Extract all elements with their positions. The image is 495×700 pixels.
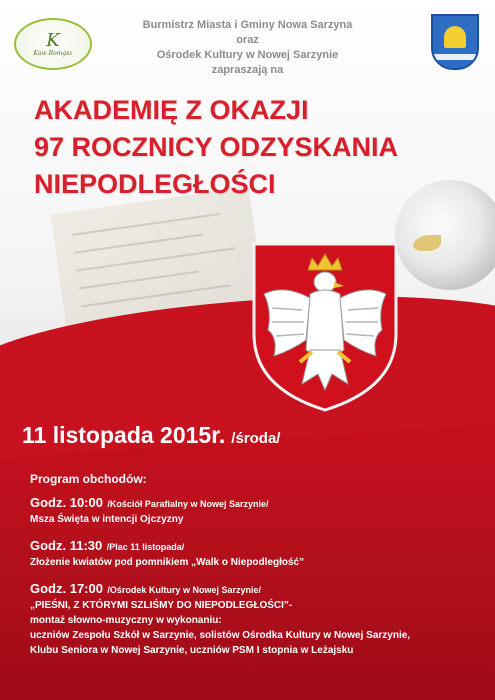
event-title-line: 97 ROCZNICY ODZYSKANIA — [34, 132, 399, 162]
event-weekday: /środa/ — [231, 430, 281, 447]
flower-icon — [444, 26, 466, 48]
event-title — [34, 92, 474, 203]
organizer-line: Burmistrz Miasta i Gminy Nowa Sarzyna — [142, 19, 353, 31]
entry-time: Godz. 10:00 — [30, 495, 103, 510]
organizer-line: Ośrodek Kultury w Nowej Sarzynie — [156, 49, 339, 61]
logo-monogram: K — [46, 29, 60, 51]
organizer-line: oraz — [236, 34, 259, 46]
entry-line: uczniów Zespołu Szkół w Sarzynie, solistów Ośrodka Kultury w Nowej Sarzynie, — [30, 630, 411, 641]
entry-place: /Kościół Parafialny w Nowej Sarzynie/ — [107, 499, 269, 509]
event-title-line: AKADEMIĘ Z OKAZJI — [34, 95, 309, 125]
entry-place: /Plac 11 listopada/ — [106, 542, 185, 552]
logo-caption: Kaw Romgsz — [33, 49, 73, 57]
entry-time: Godz. 11:30 — [30, 538, 103, 553]
organizers-block — [100, 18, 395, 78]
cultural-center-logo — [14, 18, 92, 70]
entry-line: „PIEŚNI, Z KTÓRYMI SZLIŚMY DO NIEPODLEGŁOŚCI”- — [30, 600, 293, 611]
entry-place: /Ośrodek Kultury w Nowej Sarzynie/ — [107, 585, 261, 595]
entry-line: montaż słowno-muzyczny w wykonaniu: — [30, 615, 222, 626]
white-eagle-emblem — [248, 238, 402, 414]
program-entry — [30, 537, 485, 570]
entry-description: Msza Święta w intencji Ojczyzny — [30, 514, 184, 525]
entry-description: Złożenie kwiatów pod pomnikiem „Walk o Niepodległość” — [30, 557, 305, 568]
organizer-line: zapraszają na — [211, 64, 284, 76]
town-coat-of-arms — [431, 14, 479, 70]
entry-time: Godz. 17:00 — [30, 581, 103, 596]
program-entry — [30, 494, 485, 527]
event-date — [22, 422, 280, 449]
entry-line: Klubu Seniora w Nowej Sarzynie, uczniów PSM I stopnia w Leżajsku — [30, 645, 354, 656]
event-title-line: NIEPODLEGŁOŚCI — [34, 169, 276, 199]
program-entry — [30, 580, 485, 658]
event-date-text: 11 listopada 2015r. — [22, 422, 226, 448]
program-section — [30, 472, 485, 668]
program-heading: Program obchodów: — [30, 472, 147, 486]
